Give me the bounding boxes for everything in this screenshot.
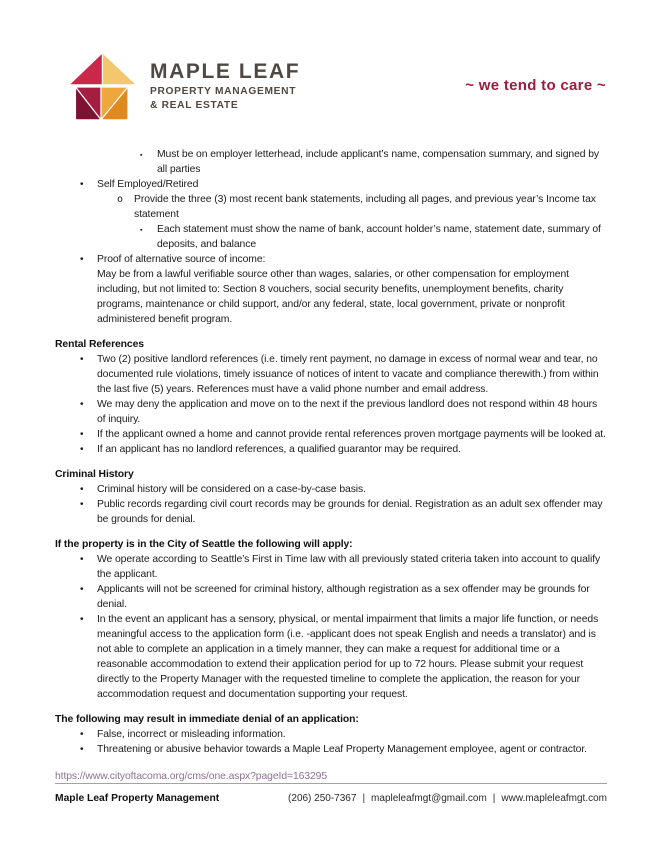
bullet-text: Public records regarding civil court records may be grounds for denial. Registration as an adult sex offender may be grounds for denial. (97, 499, 603, 525)
bullet-marker-icon: • (80, 354, 84, 365)
bullet-marker-icon: • (80, 429, 84, 440)
section-heading: If the property is in the City of Seattle the following will apply: (55, 539, 353, 550)
bullet-item (55, 482, 607, 497)
bullet-item (55, 427, 607, 442)
bullet-item (55, 442, 607, 457)
footer-contact-info (288, 793, 607, 804)
bullet-text: In the event an applicant has a sensory, physical, or mental impairment that limits a major life function, or needs meaningful access to the application form (i.e. -applicant does not speak English and needs a translator) and is not able to complete an application in a timely manner, they can make a request for additional time or a reasonable accommodation to extend their application period for up to 72 hours. Please submit your request directly to the Property Manager with the requested timeline to complete the application, the reason for your accommodation request and documentation supporting your request. (97, 614, 599, 700)
bullet-marker-icon: • (80, 179, 84, 190)
bullet-text: Threatening or abusive behavior towards a Maple Leaf Property Management employee, agent or contractor. (97, 744, 587, 755)
bullet-marker-icon: • (80, 499, 84, 510)
bullet-item (55, 192, 607, 222)
logo-subtitle-1: PROPERTY MANAGEMENT (150, 86, 297, 97)
bullet-item (55, 497, 607, 527)
bullet-text: False, incorrect or misleading information. (97, 729, 286, 740)
bullet-text: Proof of alternative source of income: (97, 254, 266, 265)
bullet-text: Each statement must show the name of bank, account holder’s name, statement date, summary of deposits, and balance (157, 224, 601, 250)
bullet-item (55, 552, 607, 582)
bullet-item (55, 352, 607, 397)
bullet-item (55, 612, 607, 702)
bullet-text: We may deny the application and move on to the next if the previous landlord does not respond within 48 hours of inquiry. (97, 399, 598, 425)
bullet-marker-icon: • (80, 444, 84, 455)
company-logo (63, 52, 300, 122)
footer-separator: | (362, 793, 366, 804)
footer-company-name: Maple Leaf Property Management (55, 793, 220, 804)
section-heading: Rental References (55, 339, 144, 350)
section-heading: The following may result in immediate denial of an application: (55, 714, 359, 725)
bullet-text: Self Employed/Retired (97, 179, 199, 190)
tacoma-url-link[interactable]: https://www.cityoftacoma.org/cms/one.aspx?pageId=163295 (55, 771, 328, 782)
section-heading: Criminal History (55, 469, 134, 480)
footer-separator: | (492, 793, 496, 804)
bullet-marker-icon: • (80, 744, 84, 755)
bullet-continuation-text: May be from a lawful verifiable source other than wages, salaries, or other compensation for employment including, but not limited to: Section 8 vouchers, social security benefits, unemployment benefits, charity programs, maintenance or child support, and/or any federal, state, local government, private or nonprofit administered benefit program. (97, 269, 569, 325)
bullet-item (55, 147, 607, 177)
bullet-text: If the applicant owned a home and cannot provide rental references proven mortgage payments will be looked at. (97, 429, 606, 440)
bullet-text: We operate according to Seattle’s First in Time law with all previously stated criteria taken into account to qualify the applicant. (97, 554, 601, 580)
bullet-marker-icon: o (117, 194, 123, 205)
bullet-text: If an applicant has no landlord references, a qualified guarantor may be required. (97, 444, 461, 455)
bullet-item (55, 222, 607, 252)
bullet-marker-icon: • (80, 254, 84, 265)
logo-text (150, 52, 300, 113)
document-blocks (55, 147, 607, 784)
footer-website: www.mapleleafmgt.com (501, 793, 607, 804)
house-logo-icon (63, 52, 139, 122)
logo-subtitle-2: & REAL ESTATE (150, 99, 239, 111)
bullet-marker-icon: • (80, 484, 84, 495)
page-footer (55, 783, 607, 804)
company-tagline: ~ we tend to care ~ (465, 77, 606, 94)
bullet-marker-icon: • (80, 399, 84, 410)
bullet-item (55, 177, 607, 192)
bullet-marker-icon: ▪ (140, 227, 143, 234)
bullet-marker-icon: • (80, 614, 84, 625)
footer-email: mapleleafmgt@gmail.com (371, 793, 487, 804)
bullet-text: Must be on employer letterhead, include applicant’s name, compensation summary, and signed by all parties (157, 149, 599, 175)
link-row (55, 769, 607, 784)
bullet-marker-icon: • (80, 729, 84, 740)
bullet-item (55, 742, 607, 757)
bullet-marker-icon: • (80, 584, 84, 595)
bullet-item (55, 252, 607, 267)
bullet-marker-icon: ▪ (140, 152, 143, 159)
bullet-text: Two (2) positive landlord references (i.e. timely rent payment, no damage in excess of normal wear and tear, no documented rule violations, timely issuance of notices of intent to vacate and compliance therewith.) from within the last five (5) years. References must have a valid phone number and email address. (97, 354, 599, 395)
bullet-text: Criminal history will be considered on a case-by-case basis. (97, 484, 366, 495)
bullet-item (55, 727, 607, 742)
logo-company-name: MAPLE LEAF (150, 60, 301, 83)
bullet-marker-icon: • (80, 554, 84, 565)
footer-phone: (206) 250-7367 (288, 793, 357, 804)
bullet-text: Provide the three (3) most recent bank statements, including all pages, and previous year’s Income tax statement (134, 194, 596, 220)
bullet-item (55, 397, 607, 427)
bullet-item (55, 582, 607, 612)
bullet-text: Applicants will not be screened for criminal history, although registration as a sex offender may be grounds for denial. (97, 584, 590, 610)
